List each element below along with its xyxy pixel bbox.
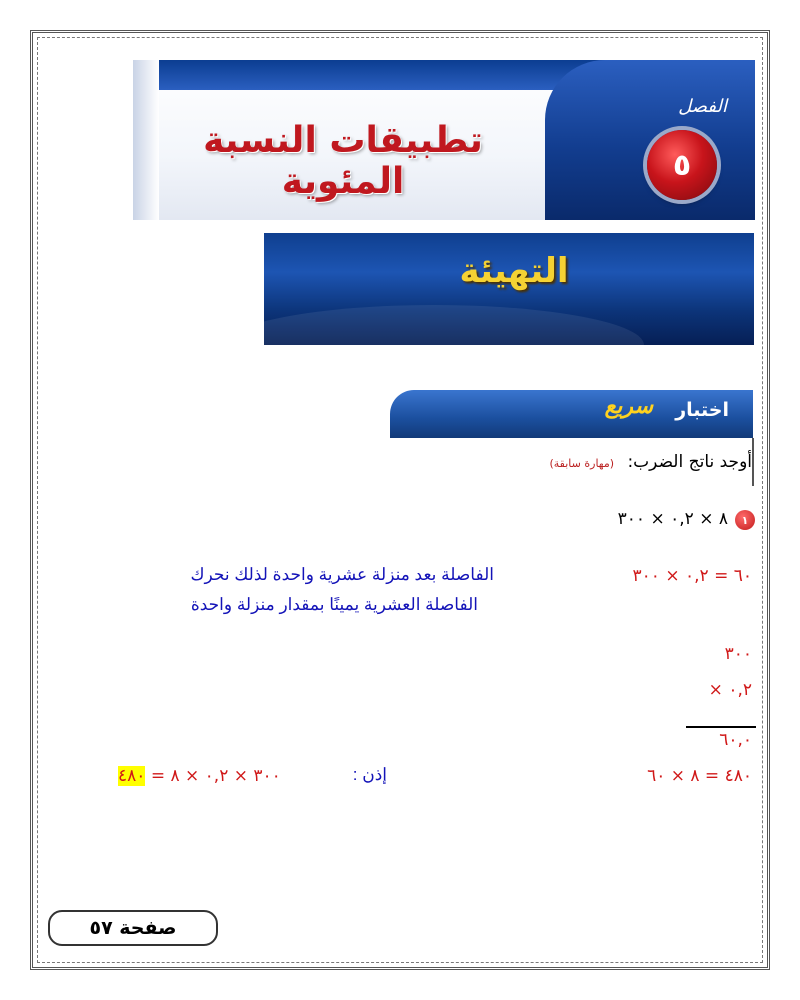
problem-number: ١ bbox=[741, 513, 749, 527]
problem-expression: ٨ × ٠,٢ × ٣٠٠ bbox=[617, 509, 728, 529]
vertical-rule bbox=[686, 726, 756, 728]
chapter-number: ٥ bbox=[672, 147, 692, 183]
vertical-top: ٣٠٠ bbox=[724, 644, 752, 664]
chapter-word: الفصل bbox=[678, 96, 727, 117]
vertical-multiplier: × ٠,٢ bbox=[708, 680, 752, 700]
step-one: ٦٠ = ٠,٢ × ٣٠٠ bbox=[632, 566, 752, 586]
note-line-2: الفاصلة العشرية يمينًا بمقدار منزلة واحدة bbox=[190, 595, 478, 614]
quick-test-lead: اختبار bbox=[675, 399, 729, 421]
conclusion-expression: ٣٠٠ × ٠,٢ × ٨ = bbox=[150, 766, 281, 786]
page-number-label: صفحة ٥٧ bbox=[48, 910, 218, 946]
vertical-result: ٦٠,٠ bbox=[719, 730, 752, 750]
chapter-corner-panel bbox=[545, 60, 755, 220]
banner-wave-decoration bbox=[264, 305, 644, 345]
chapter-number-badge bbox=[647, 130, 717, 200]
instruction-text: أوجد ناتج الضرب: bbox=[627, 452, 752, 472]
note-line-1: الفاصلة بعد منزلة عشرية واحدة لذلك نحرك bbox=[190, 565, 494, 584]
warmup-title: التهيئة bbox=[459, 251, 569, 291]
conclusion-prefix: إذن : bbox=[352, 765, 387, 784]
quick-test-accent: سريع bbox=[604, 394, 653, 419]
chapter-banner bbox=[133, 60, 755, 220]
instruction-hint: (مهارة سابقة) bbox=[549, 457, 615, 470]
problem-number-badge bbox=[735, 510, 755, 530]
conclusion bbox=[118, 766, 281, 786]
conclusion-answer: ٤٨٠ bbox=[118, 766, 146, 786]
instruction bbox=[549, 452, 752, 472]
warmup-banner bbox=[264, 233, 754, 345]
chapter-title: تطبيقات النسبة المئوية bbox=[203, 120, 483, 202]
section-rule bbox=[752, 438, 754, 486]
quick-test-header bbox=[390, 390, 753, 438]
step-two: ٤٨٠ = ٨ × ٦٠ bbox=[647, 766, 752, 786]
